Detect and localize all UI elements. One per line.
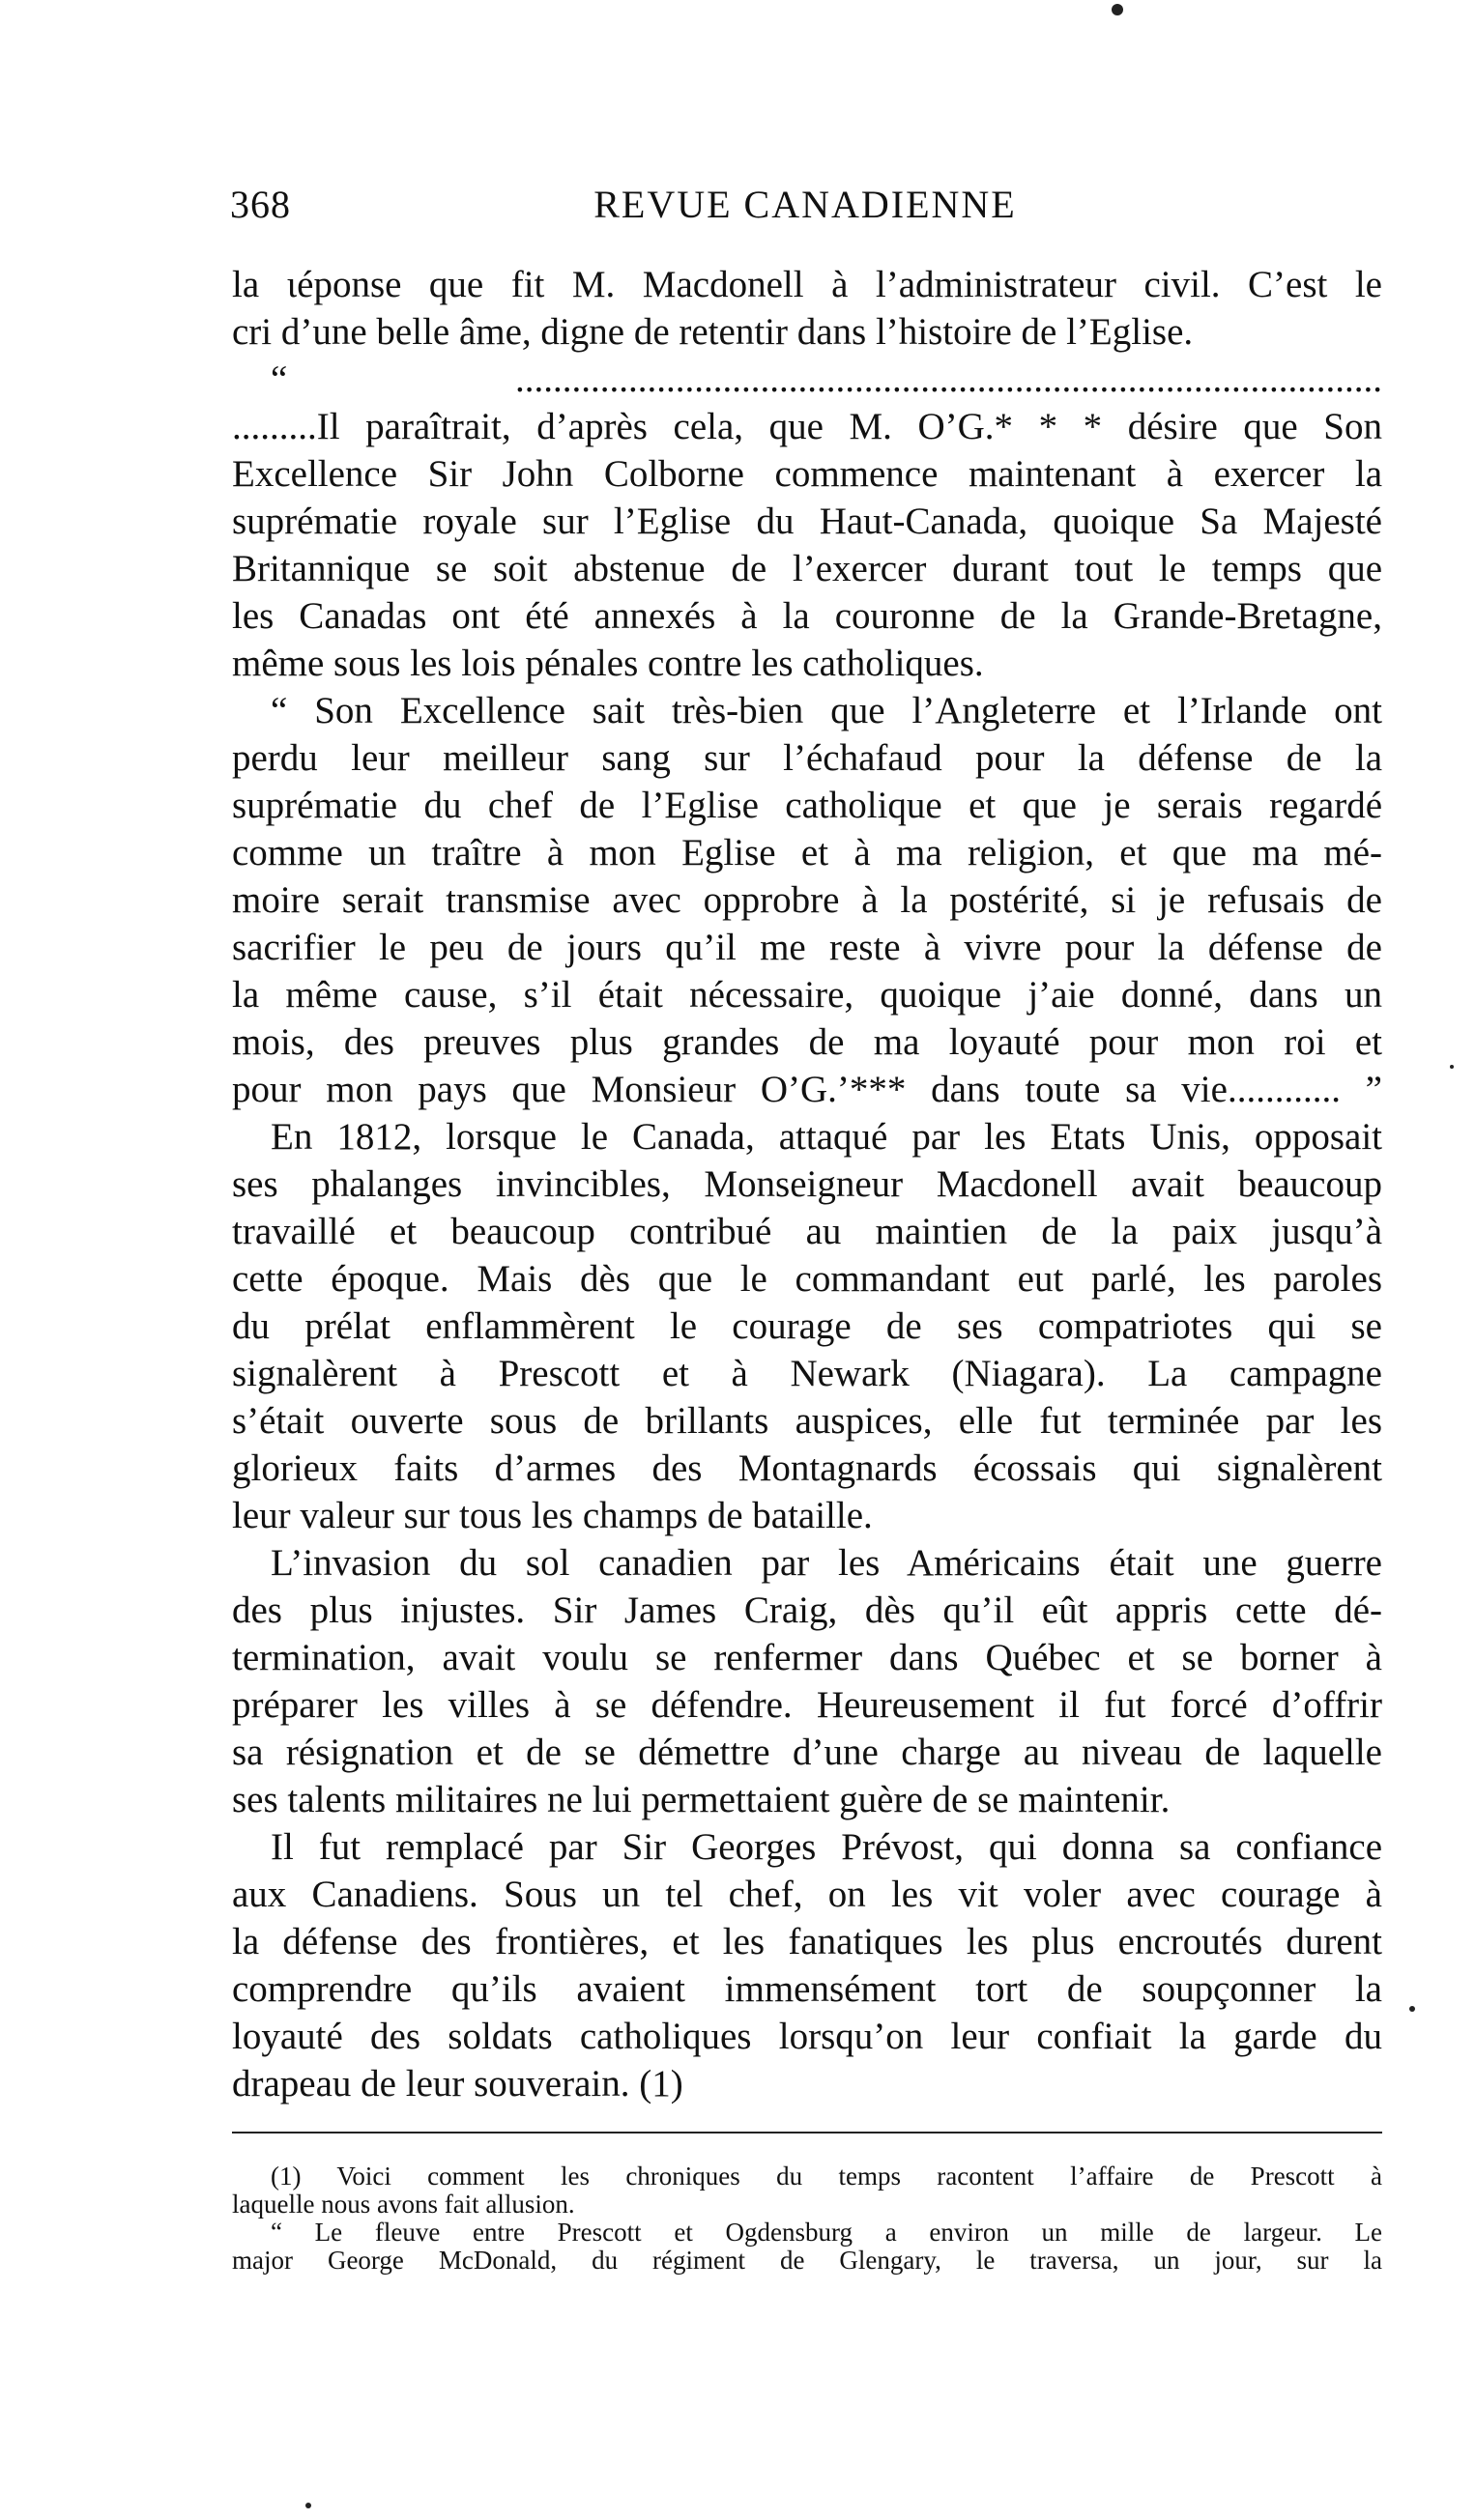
footnote-line: laquelle nous avons fait allusion.	[232, 2190, 575, 2219]
text-line: .........Il paraîtrait, d’après cela, que M. O’G.* * * désire que Son	[232, 406, 1382, 447]
text-line: cette époque. Mais dès que le commandant eut parlé, les paroles	[232, 1258, 1382, 1300]
text-line: signalèrent à Prescott et à Newark (Niagara). La campagne	[232, 1353, 1382, 1394]
text-line: suprématie royale sur l’Eglise du Haut-Canada, quoique Sa Majesté	[232, 501, 1382, 542]
text-line: la défense des frontières, et les fanatiques les plus encroutés durent	[232, 1921, 1382, 1962]
text-line: sacrifier le peu de jours qu’il me reste à vivre pour la défense de	[232, 927, 1382, 968]
text-line: cri d’une belle âme, digne de retentir dans l’histoire de l’Eglise.	[232, 311, 1194, 353]
text-line: termination, avait voulu se renfermer dans Québec et se borner à	[232, 1637, 1382, 1678]
scan-speck	[1112, 4, 1123, 15]
text-line: En 1812, lorsque le Canada, attaqué par les Etats Unis, opposait	[271, 1116, 1382, 1158]
text-line: Il fut remplacé par Sir Georges Prévost, qui donna sa confiance	[271, 1826, 1382, 1868]
text-line: des plus injustes. Sir James Craig, dès qu’il eût appris cette dé-	[232, 1589, 1382, 1631]
text-line: loyauté des soldats catholiques lorsqu’on leur confiait la garde du	[232, 2016, 1382, 2057]
text-line: mois, des preuves plus grandes de ma loyauté pour mon roi et	[232, 1021, 1382, 1063]
scan-speck	[305, 2503, 311, 2508]
text-line: perdu leur meilleur sang sur l’échafaud pour la défense de la	[232, 737, 1382, 779]
running-title: REVUE CANADIENNE	[593, 183, 1017, 226]
body-text	[232, 261, 1382, 2107]
text-line: pour mon pays que Monsieur O’G.’*** dans toute sa vie............ ”	[232, 1069, 1382, 1110]
text-line: suprématie du chef de l’Eglise catholique et que je serais regardé	[232, 785, 1382, 826]
text-line: Excellence Sir John Colborne commence maintenant à exercer la	[232, 453, 1382, 495]
footnote-line: “ Le fleuve entre Prescott et Ogdensburg a environ un mille de largeur. Le	[271, 2218, 1382, 2247]
footnote-line: major George McDonald, du régiment de Glengary, le traversa, un jour, sur la	[232, 2246, 1382, 2275]
text-line: “ ............................................................................................	[271, 358, 1382, 400]
text-line: L’invasion du sol canadien par les Américains était une guerre	[271, 1542, 1382, 1584]
text-line: sa résignation et de se démettre d’une charge au niveau de laquelle	[232, 1732, 1382, 1773]
text-line: moire serait transmise avec opprobre à la postérité, si je refusais de	[232, 879, 1382, 921]
text-line: ses phalanges invincibles, Monseigneur Macdonell avait beaucoup	[232, 1163, 1382, 1205]
text-line: glorieux faits d’armes des Montagnards écossais qui signalèrent	[232, 1447, 1382, 1489]
page-number: 368	[230, 183, 291, 226]
footnotes	[232, 2162, 1382, 2275]
text-line: comprendre qu’ils avaient immensément tort de soupçonner la	[232, 1968, 1382, 2010]
text-line: aux Canadiens. Sous un tel chef, on les vit voler avec courage à	[232, 1874, 1382, 1915]
text-line: les Canadas ont été annexés à la couronne de la Grande-Bretagne,	[232, 595, 1382, 637]
text-line: la même cause, s’il était nécessaire, quoique j’aie donné, dans un	[232, 974, 1382, 1016]
text-line: du prélat enflammèrent le courage de ses compatriotes qui se	[232, 1305, 1382, 1347]
text-line: drapeau de leur souverain. (1)	[232, 2063, 683, 2105]
text-line: travaillé et beaucoup contribué au maintien de la paix jusqu’à	[232, 1211, 1382, 1252]
text-line: s’était ouverte sous de brillants auspices, elle fut terminée par les	[232, 1400, 1382, 1442]
text-line: la ιéponse que fit M. Macdonell à l’administrateur civil. C’est le	[232, 264, 1382, 305]
text-line: “ Son Excellence sait très-bien que l’Angleterre et l’Irlande ont	[271, 690, 1382, 731]
text-line: Britannique se soit abstenue de l’exercer durant tout le temps que	[232, 548, 1382, 589]
scan-speck	[1409, 2006, 1415, 2012]
text-line: comme un traître à mon Eglise et à ma religion, et que ma mé-	[232, 832, 1382, 873]
text-line: leur valeur sur tous les champs de bataille.	[232, 1495, 873, 1536]
footnote-divider	[232, 2132, 1382, 2133]
footnote-line: (1) Voici comment les chroniques du temps racontent l’affaire de Prescott à	[271, 2162, 1382, 2191]
text-line: préparer les villes à se défendre. Heureusement il fut forcé d’offrir	[232, 1684, 1382, 1726]
page-header	[230, 182, 1380, 240]
text-line: ses talents militaires ne lui permettaient guère de se maintenir.	[232, 1779, 1171, 1820]
text-line: même sous les lois pénales contre les catholiques.	[232, 643, 984, 684]
scan-speck	[1450, 1065, 1454, 1069]
